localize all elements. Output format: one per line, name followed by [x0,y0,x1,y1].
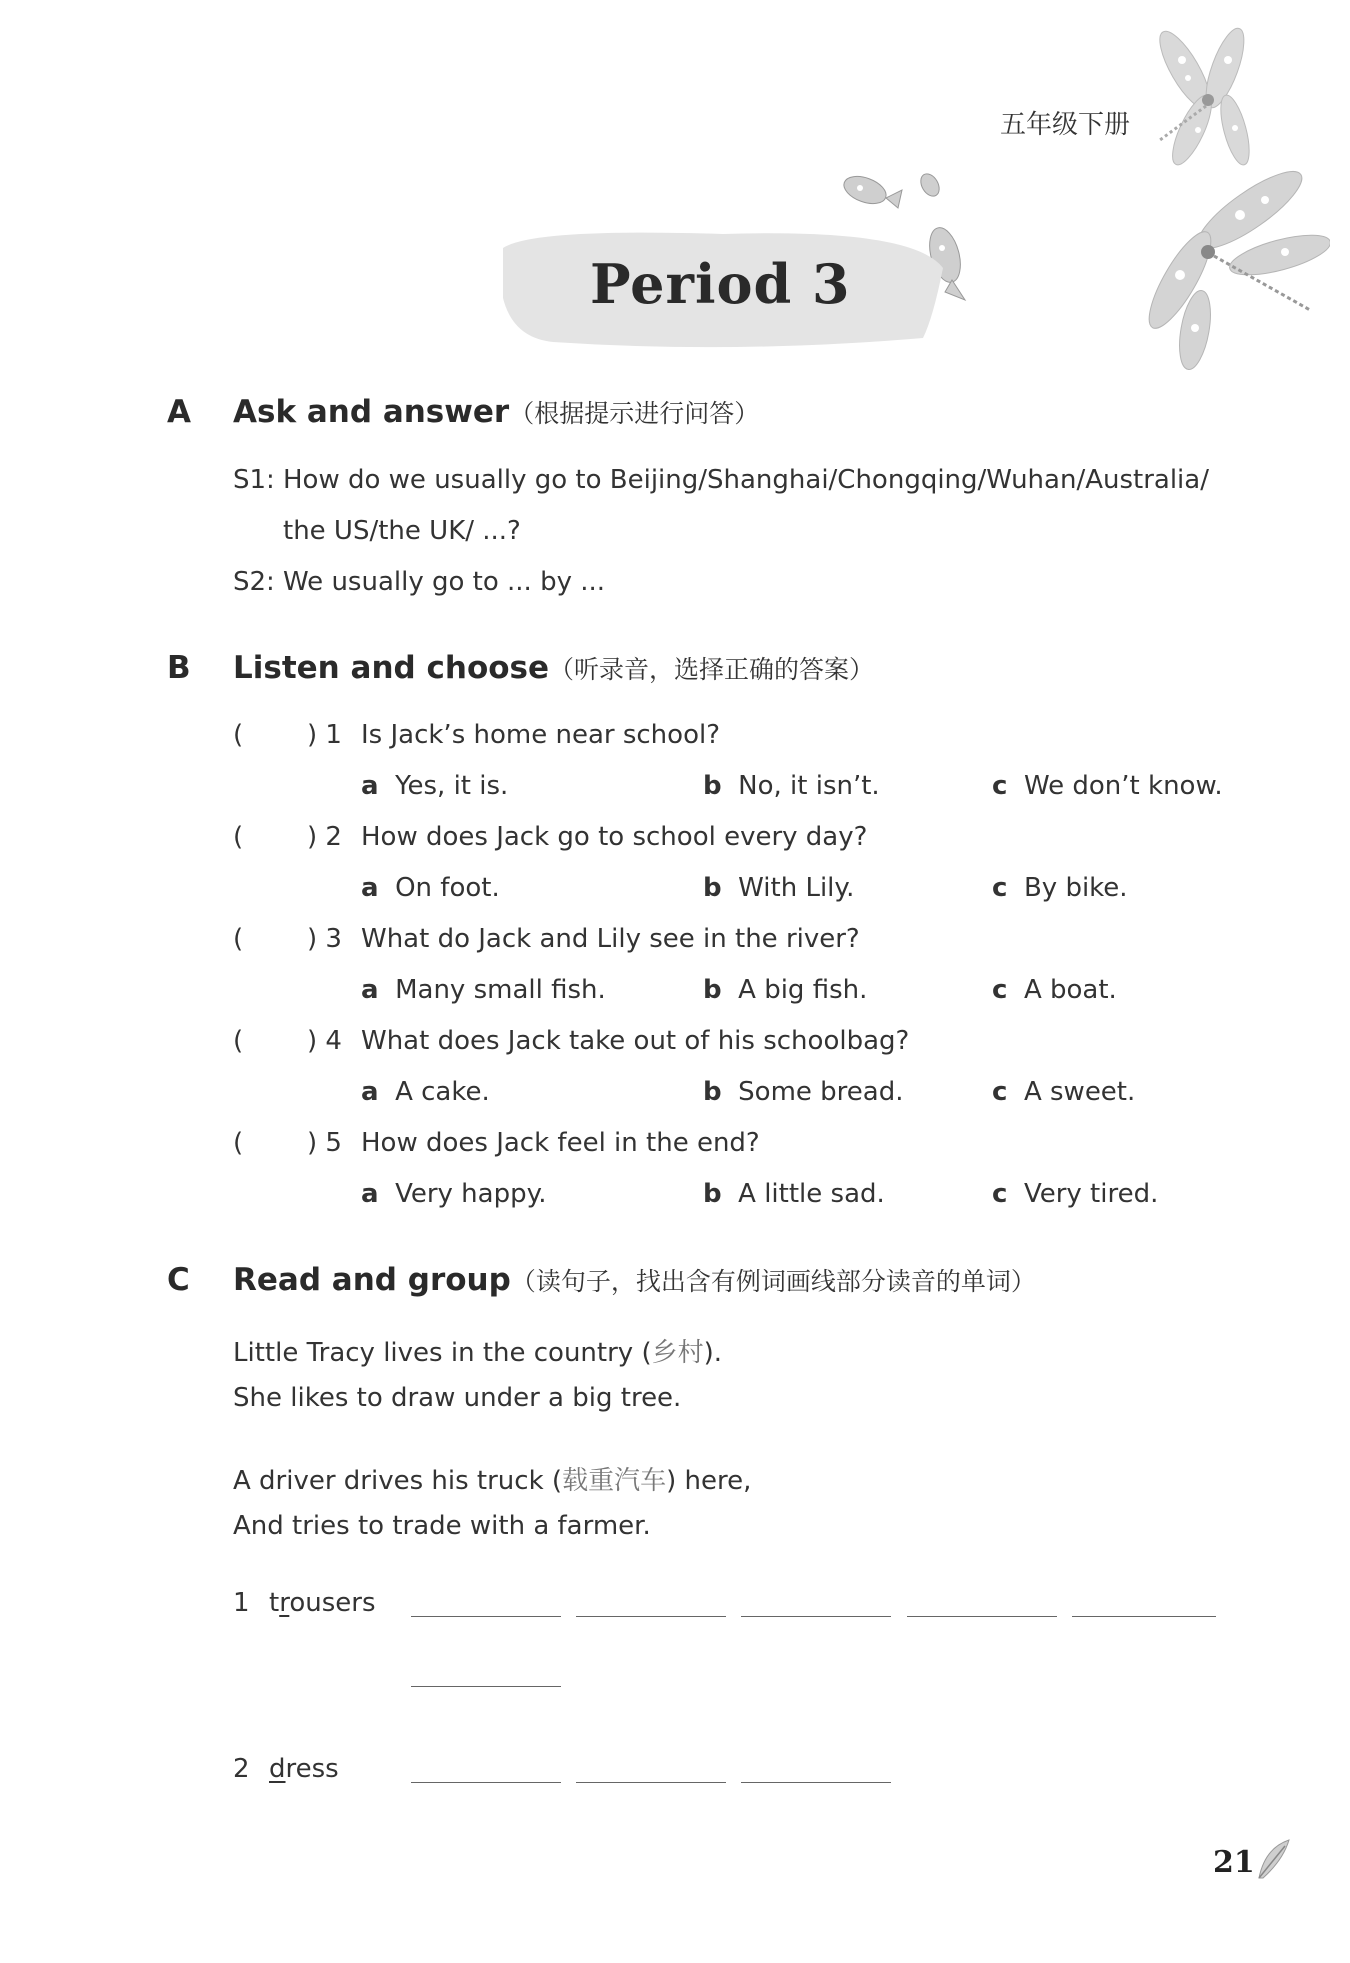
q4-option-b: b Some bread. [703,1077,904,1107]
q3-option-b: b A big fish. [703,975,868,1005]
q2-option-b: b With Lily. [703,873,855,903]
item-1-blank-3[interactable] [741,1616,891,1617]
section-b-title: Listen and choose [233,650,550,686]
q1-number: ) 1 [307,720,342,750]
poem-line-1: Little Tracy lives in the country (乡村). [233,1338,723,1368]
section-c-note: （读句子，找出含有例词画线部分读音的单词） [510,1267,1036,1296]
poem-line-4: And tries to trade with a farmer. [233,1511,651,1541]
item-2-number: 2 [233,1754,250,1784]
q4-option-a: a A cake. [361,1077,490,1107]
page-number: 21 [1213,1845,1255,1880]
section-c-title: Read and group [233,1262,511,1298]
item-2-blank-3[interactable] [741,1782,891,1783]
q2-option-c: c By bike. [992,873,1128,903]
section-b-heading [233,650,874,686]
q2-open-paren: ( [233,822,244,852]
q4-number: ) 4 [307,1026,342,1056]
grade-label: 五年级下册 [1000,110,1131,140]
q2-number: ) 2 [307,822,342,852]
poem-line-2: She likes to draw under a big tree. [233,1383,682,1413]
section-c-letter: C [167,1262,190,1298]
q3-open-paren: ( [233,924,244,954]
q1-open-paren: ( [233,720,244,750]
page-title: Period 3 [590,252,851,316]
s2-line: We usually go to ... by ... [283,567,606,597]
q1-option-b: b No, it isn’t. [703,771,880,801]
item-1-word: trousers [269,1588,376,1618]
dragonfly-right-icon [1140,160,1330,370]
item-1-blank-6[interactable] [411,1686,561,1687]
section-a-note: （根据提示进行问答） [509,399,760,428]
item-1-blank-2[interactable] [576,1616,726,1617]
q2-text: How does Jack go to school every day? [361,822,868,852]
item-1-blank-5[interactable] [1072,1616,1216,1617]
section-b-letter: B [167,650,191,686]
section-a-heading [233,394,759,430]
q5-option-b: b A little sad. [703,1179,885,1209]
item-1-blank-4[interactable] [907,1616,1057,1617]
item-1-blank-1[interactable] [411,1616,561,1617]
q4-open-paren: ( [233,1026,244,1056]
q3-number: ) 3 [307,924,342,954]
q2-option-a: a On foot. [361,873,500,903]
q4-text: What does Jack take out of his schoolbag? [361,1026,910,1056]
q1-option-c: c We don’t know. [992,771,1223,801]
section-b-note: （听录音，选择正确的答案） [549,655,875,684]
q5-text: How does Jack feel in the end? [361,1128,760,1158]
q3-option-c: c A boat. [992,975,1117,1005]
q4-option-c: c A sweet. [992,1077,1136,1107]
q1-option-a: a Yes, it is. [361,771,509,801]
dragonfly-top-icon [1140,20,1260,170]
q5-number: ) 5 [307,1128,342,1158]
q5-open-paren: ( [233,1128,244,1158]
item-2-word: dress [269,1754,339,1784]
poem-line-3: A driver drives his truck (载重汽车) here, [233,1466,752,1496]
section-a-letter: A [167,394,191,430]
section-c-heading [233,1262,1036,1298]
item-2-blank-2[interactable] [576,1782,726,1783]
item-1-number: 1 [233,1588,250,1618]
s1-line-2: the US/the UK/ ...? [283,516,521,546]
q5-option-c: c Very tired. [992,1179,1159,1209]
feather-icon [1255,1838,1295,1882]
s2-label: S2: [233,567,275,597]
s1-line-1: How do we usually go to Beijing/Shanghai/Chongqing/Wuhan/Australia/ [283,465,1209,495]
s1-label: S1: [233,465,275,495]
q5-option-a: a Very happy. [361,1179,547,1209]
q3-option-a: a Many small fish. [361,975,606,1005]
item-2-blank-1[interactable] [411,1782,561,1783]
q3-text: What do Jack and Lily see in the river? [361,924,860,954]
q1-text: Is Jack’s home near school? [361,720,720,750]
section-a-title: Ask and answer [233,394,510,430]
